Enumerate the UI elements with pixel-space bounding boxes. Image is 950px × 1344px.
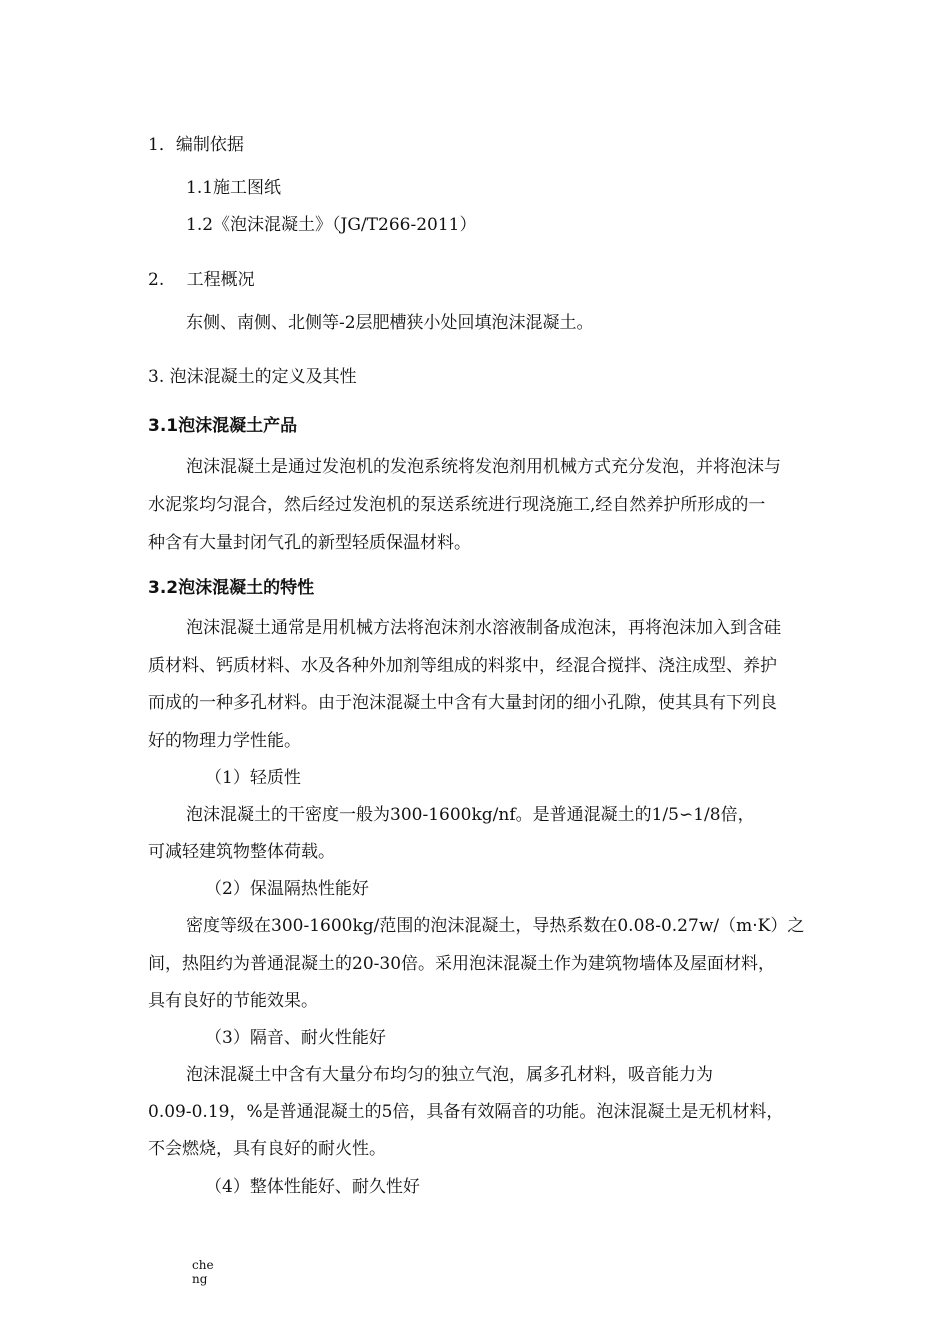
section-3-2-heading: 3.2泡沫混凝土的特性 [148,578,315,598]
section-3-2-line-1: 泡沫混凝土通常是用机械方法将泡沫剂水溶液制备成泡沫，再将泡沫加入到含硅 [186,618,781,638]
section-2-body: 东侧、南侧、北侧等-2层肥槽狭小处回填泡沫混凝土。 [186,313,594,333]
property-3-title: （3）隔音、耐火性能好 [205,1028,386,1048]
property-2-title: （2）保温隔热性能好 [205,879,369,899]
section-3-1-line-3: 种含有大量封闭气孔的新型轻质保温材料。 [148,533,471,553]
section-3-heading: 3. 泡沫混凝土的定义及其性 [148,367,357,387]
property-4-title: （4）整体性能好、耐久性好 [205,1177,420,1197]
footer-line-1: che [192,1258,214,1272]
property-1-line-1: 泡沫混凝土的干密度一般为300-1600kg/nf。是普通混凝土的1/5∽1/8倍， [186,805,755,825]
property-1-line-2: 可减轻建筑物整体荷载。 [148,842,335,862]
section-3-1-line-1: 泡沫混凝土是通过发泡机的发泡系统将发泡剂用机械方式充分发泡，并将泡沫与 [186,457,781,477]
section-3-2-line-2: 质材料、钙质材料、水及各种外加剂等组成的料浆中，经混合搅拌、浇注成型、养护 [148,656,777,676]
section-1-item-1: 1.1施工图纸 [186,178,282,198]
property-3-line-2: 0.09-0.19，%是普通混凝土的5倍，具备有效隔音的功能。泡沫混凝土是无机材料， [148,1102,784,1122]
property-2-line-1: 密度等级在300-1600kg/范围的泡沫混凝土，导热系数在0.08-0.27w/（m·K）之 [186,916,805,936]
section-2-heading: 2. 工程概况 [148,270,255,290]
section-1-heading: 1．编制依据 [148,135,244,155]
section-3-2-line-4: 好的物理力学性能。 [148,731,301,751]
property-2-line-2: 间，热阻约为普通混凝土的20-30倍。采用泡沫混凝土作为建筑物墙体及屋面材料， [148,954,776,974]
section-3-1-line-2: 水泥浆均匀混合，然后经过发泡机的泵送系统进行现浇施工,经自然养护所形成的一 [148,495,766,515]
property-3-line-1: 泡沫混凝土中含有大量分布均匀的独立气泡，属多孔材料，吸音能力为 [186,1065,713,1085]
property-2-line-3: 具有良好的节能效果。 [148,991,318,1011]
section-3-1-heading: 3.1泡沫混凝土产品 [148,416,298,436]
property-3-line-3: 不会燃烧，具有良好的耐火性。 [148,1139,386,1159]
page-footer [192,1258,214,1286]
footer-line-2: ng [192,1272,208,1286]
property-1-title: （1）轻质性 [205,768,301,788]
section-3-2-line-3: 而成的一种多孔材料。由于泡沫混凝土中含有大量封闭的细小孔隙，使其具有下列良 [148,693,777,713]
section-1-item-2: 1.2《泡沫混凝土》（JG/T266-2011） [186,215,477,235]
